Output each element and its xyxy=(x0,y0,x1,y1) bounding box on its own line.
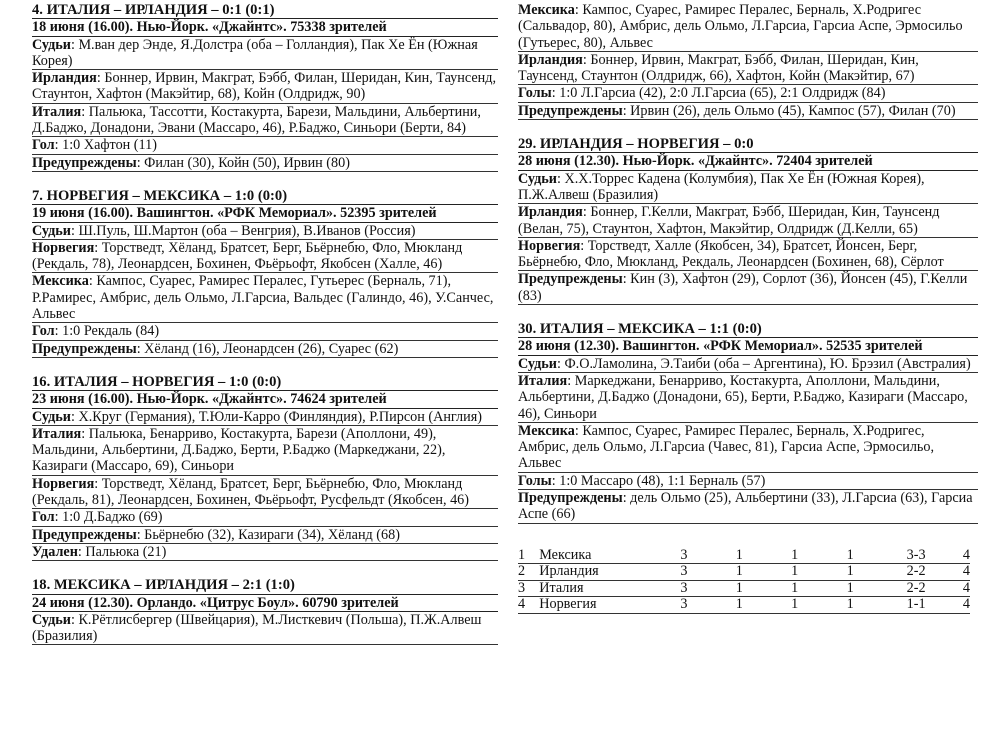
field-label: Гол xyxy=(32,509,55,526)
field-label: Ирландия xyxy=(32,70,97,87)
field-text: : 1:0 Хафтон (11) xyxy=(54,137,157,154)
standings-row xyxy=(518,597,970,614)
match-field xyxy=(32,70,498,104)
standings-team-name: Италия xyxy=(539,580,656,597)
standings-wins: 1 xyxy=(712,597,767,614)
match-field xyxy=(32,223,498,240)
match-report xyxy=(32,577,498,645)
match-field xyxy=(32,527,498,544)
match-field xyxy=(32,104,498,138)
standings-draws: 1 xyxy=(767,580,822,597)
standings-played: 3 xyxy=(656,580,711,597)
field-label: Предупреждены xyxy=(32,526,137,543)
field-label: Мексика xyxy=(518,2,575,18)
field-text: : Х.Х.Торрес Кадена (Колумбия), Пак Хе Ён (Южная Корея), П.Ж.Алвеш (Бразилия) xyxy=(518,170,925,203)
match-field xyxy=(518,473,978,490)
match-field xyxy=(32,155,498,172)
standings-wins: 1 xyxy=(712,580,767,597)
standings-row xyxy=(518,564,970,581)
standings-team-name: Норвегия xyxy=(539,597,656,614)
match-field xyxy=(32,240,498,274)
field-text: : Торстведт, Халле (Якобсен, 34), Братсет, Йонсен, Берг, Бьёрнебю, Фло, Мюкланд, Рекдаль, Леонардсен (Бохинен, 68), Сёрлот xyxy=(518,237,944,271)
field-text: : Филан (30), Койн (50), Ирвин (80) xyxy=(136,154,350,171)
field-text: : Х.Круг (Германия), Т.Юли-Карро (Финляндия), Р.Пирсон (Англия) xyxy=(70,408,482,425)
standings-played: 3 xyxy=(656,597,711,614)
field-text: : Пальюка (21) xyxy=(77,543,167,560)
field-label: Италия xyxy=(518,372,568,389)
standings-team-name: Мексика xyxy=(539,548,656,564)
standings-team-name: Ирландия xyxy=(539,564,656,581)
field-text: : 1:0 Массаро (48), 1:1 Берналь (57) xyxy=(551,472,766,489)
field-text: : Ш.Пуль, Ш.Мартон (оба – Венгрия), В.Иванов (Россия) xyxy=(70,222,416,239)
match-field xyxy=(32,323,498,340)
match-field xyxy=(32,612,498,646)
standings-played: 3 xyxy=(656,548,711,564)
field-label: Судьи xyxy=(32,611,71,628)
standings-losses: 1 xyxy=(822,597,877,614)
field-text: : Бьёрнебю (32), Казираги (34), Хёланд (68) xyxy=(136,526,400,543)
standings-points: 4 xyxy=(954,548,970,564)
field-label: Судьи xyxy=(518,170,557,187)
field-text: : Торстведт, Хёланд, Братсет, Берг, Бьёрнебю, Фло, Мюкланд (Рекдаль, 81), Леонардсен, Бохинен, Фьёрьофт, Русфельдт (Якобсен, 46) xyxy=(32,475,469,509)
field-label: Удален xyxy=(32,543,78,560)
field-label: Мексика xyxy=(518,422,575,439)
field-text: : 1:0 Д.Баджо (69) xyxy=(54,509,163,526)
match-field xyxy=(518,271,978,305)
field-text: : Кампос, Суарес, Рамирес Пералес, Берналь, Х.Родригес (Сальвадор, 80), Амбрис, дель Ольмо, Л.Гарсиа, Гарсиа Аспе, Эрмосильо (Гутьерес, 80), Альвес xyxy=(518,2,963,51)
field-label: Предупреждены xyxy=(518,490,623,507)
match-field xyxy=(32,341,498,358)
match-field xyxy=(518,171,978,205)
field-text: : Кампос, Суарес, Рамирес Пералес, Гутьерес (Берналь, 71), Р.Рамирес, Амбрис, дель Ольмо, Л.Гарсиа, Вальдес (Галиндо, 46), У.Санчес, Альвес xyxy=(32,273,494,323)
standings-losses: 1 xyxy=(822,580,877,597)
standings-points: 4 xyxy=(954,580,970,597)
field-label: Голы xyxy=(518,85,552,102)
field-text: : М.ван дер Энде, Я.Долстра (оба – Голландия), Пак Хе Ён (Южная Корея) xyxy=(32,36,478,69)
match-title: 30. ИТАЛИЯ – МЕКСИКА – 1:1 (0:0) xyxy=(518,321,978,338)
standings-losses: 1 xyxy=(822,548,877,564)
standings-position: 1 xyxy=(518,548,539,564)
field-text: : дель Ольмо (25), Альбертини (33), Л.Гарсиа (63), Гарсиа Аспе (66) xyxy=(518,490,973,523)
field-label: Ирландия xyxy=(518,51,583,68)
standings-draws: 1 xyxy=(767,548,822,564)
standings-position: 4 xyxy=(518,597,539,614)
field-text: : Ф.О.Ламолина, Э.Таиби (оба – Аргентина), Ю. Брэзил (Австралия) xyxy=(556,355,971,372)
standings-draws: 1 xyxy=(767,564,822,581)
match-field xyxy=(518,103,978,120)
left-column xyxy=(32,0,498,661)
field-text: : Кампос, Суарес, Рамирес Пералес, Берналь, Х.Родригес, Амбрис, дель Ольмо, Л.Гарсиа (Чавес, 81), Гарсиа Аспе, Эрмосильо, Альвес xyxy=(518,422,935,472)
field-text: : Хёланд (16), Леонардсен (26), Суарес (62) xyxy=(136,340,399,357)
standings-goal-score: 2-2 xyxy=(878,564,955,581)
match-field xyxy=(32,544,498,561)
match-report xyxy=(518,136,978,305)
standings-body xyxy=(518,548,970,614)
field-label: Ирландия xyxy=(518,204,583,221)
match-title: 18. МЕКСИКА – ИРЛАНДИЯ – 2:1 (1:0) xyxy=(32,577,498,594)
match-title: 29. ИРЛАНДИЯ – НОРВЕГИЯ – 0:0 xyxy=(518,136,978,153)
match-venue: 24 июня (12.30). Орландо. «Цитрус Боул». 60790 зрителей xyxy=(32,595,498,612)
match-field xyxy=(518,238,978,272)
match-report xyxy=(518,2,978,120)
field-text: : Пальюка, Бенарриво, Костакурта, Барези (Аполлони, 49), Мальдини, Альбертини, Д.Баджо, Берти, Р.Баджо (Маркеджани, 22), Казираги (Массаро, 69), Синьори xyxy=(32,425,446,475)
field-label: Предупреждены xyxy=(518,102,623,119)
match-title: 16. ИТАЛИЯ – НОРВЕГИЯ – 1:0 (0:0) xyxy=(32,374,498,391)
field-label: Гол xyxy=(32,323,55,340)
field-label: Голы xyxy=(518,472,552,489)
match-report xyxy=(518,321,978,524)
match-field xyxy=(518,2,978,52)
match-field xyxy=(32,137,498,154)
field-label: Предупреждены xyxy=(32,340,137,357)
right-column xyxy=(518,0,978,614)
field-label: Судьи xyxy=(32,222,71,239)
match-report xyxy=(32,374,498,561)
match-venue: 28 июня (12.30). Вашингтон. «РФК Мемориал». 52535 зрителей xyxy=(518,338,978,355)
field-text: : Боннер, Ирвин, Макграт, Бэбб, Филан, Шеридан, Кин, Таунсенд, Стаунтон (Олдридж, 66), Хафтон, Койн (Макэйтир, 67) xyxy=(518,51,919,85)
field-label: Норвегия xyxy=(518,237,581,254)
match-venue: 23 июня (16.00). Нью-Йорк. «Джайнтс». 74624 зрителей xyxy=(32,391,498,408)
field-text: : Кин (3), Хафтон (29), Сорлот (36), Йонсен (45), Г.Келли (83) xyxy=(518,271,968,304)
standings-played: 3 xyxy=(656,564,711,581)
match-field xyxy=(32,426,498,476)
standings-goal-score: 2-2 xyxy=(878,580,955,597)
standings-points: 4 xyxy=(954,597,970,614)
match-field xyxy=(518,356,978,373)
match-field xyxy=(32,37,498,71)
standings-goal-score: 1-1 xyxy=(878,597,955,614)
standings-wins: 1 xyxy=(712,564,767,581)
match-title: 7. НОРВЕГИЯ – МЕКСИКА – 1:0 (0:0) xyxy=(32,188,498,205)
standings-position: 2 xyxy=(518,564,539,581)
field-text: : 1:0 Л.Гарсиа (42), 2:0 Л.Гарсиа (65), 2:1 Олдридж (84) xyxy=(551,85,886,102)
match-field xyxy=(518,423,978,473)
standings-draws: 1 xyxy=(767,597,822,614)
field-label: Италия xyxy=(32,425,82,442)
field-text: : Боннер, Ирвин, Макграт, Бэбб, Филан, Шеридан, Кин, Таунсенд, Стаунтон, Хафтон (Макэйтир, 68), Койн (Олдридж, 90) xyxy=(32,70,496,103)
field-text: : Маркеджани, Бенарриво, Костакурта, Аполлони, Мальдини, Альбертини, Д.Баджо (Донадони, 65), Берти, Р.Баджо, Казираги (Массаро, 46), Синьори xyxy=(518,372,968,422)
match-field xyxy=(518,373,978,423)
standings-losses: 1 xyxy=(822,564,877,581)
match-field xyxy=(32,273,498,323)
field-text: : Ирвин (26), дель Ольмо (45), Кампос (57), Филан (70) xyxy=(622,102,956,119)
field-text: : К.Рётлисбергер (Швейцария), М.Листкевич (Польша), П.Ж.Алвеш (Бразилия) xyxy=(32,611,482,645)
field-label: Гол xyxy=(32,137,55,154)
field-label: Судьи xyxy=(32,36,71,53)
field-label: Судьи xyxy=(518,355,557,372)
field-text: : Боннер, Г.Келли, Макграт, Бэбб, Шеридан, Кин, Таунсенд (Велан, 75), Стаунтон, Хафтон, Макэйтир, Олдридж (Д.Келли, 65) xyxy=(518,204,940,237)
field-label: Судьи xyxy=(32,408,71,425)
match-report xyxy=(32,2,498,172)
match-report xyxy=(32,188,498,358)
group-standings-table xyxy=(518,548,970,614)
match-field xyxy=(32,509,498,526)
match-venue: 28 июня (12.30). Нью-Йорк. «Джайнтс». 72404 зрителей xyxy=(518,153,978,170)
field-label: Мексика xyxy=(32,273,89,290)
match-field xyxy=(518,490,978,524)
field-text: : Торстведт, Хёланд, Братсет, Берг, Бьёрнебю, Фло, Мюкланд (Рекдаль, 78), Леонардсен, Бохинен, Фьёрьофт, Якобсен (Халле, 46) xyxy=(32,239,463,273)
field-label: Предупреждены xyxy=(32,154,137,171)
field-text: : 1:0 Рекдаль (84) xyxy=(54,323,160,340)
field-label: Италия xyxy=(32,103,82,120)
match-field xyxy=(518,52,978,86)
standings-row xyxy=(518,548,970,564)
field-label: Норвегия xyxy=(32,475,95,492)
match-field xyxy=(518,204,978,238)
standings-position: 3 xyxy=(518,580,539,597)
match-field xyxy=(32,409,498,426)
match-field xyxy=(32,476,498,510)
standings-goal-score: 3-3 xyxy=(878,548,955,564)
match-venue: 19 июня (16.00). Вашингтон. «РФК Мемориал». 52395 зрителей xyxy=(32,205,498,222)
field-label: Норвегия xyxy=(32,239,95,256)
match-title: 4. ИТАЛИЯ – ИРЛАНДИЯ – 0:1 (0:1) xyxy=(32,2,498,19)
standings-wins: 1 xyxy=(712,548,767,564)
standings-points: 4 xyxy=(954,564,970,581)
standings-row xyxy=(518,580,970,597)
right-matches xyxy=(518,2,978,524)
match-field xyxy=(518,85,978,102)
field-label: Предупреждены xyxy=(518,271,623,288)
match-venue: 18 июня (16.00). Нью-Йорк. «Джайнтс». 75338 зрителей xyxy=(32,19,498,36)
field-text: : Пальюка, Тассотти, Костакурта, Барези, Мальдини, Альбертини, Д.Баджо, Донадони, Эвани (Массаро, 46), Р.Баджо, Синьори (Берти, 84) xyxy=(32,103,481,137)
